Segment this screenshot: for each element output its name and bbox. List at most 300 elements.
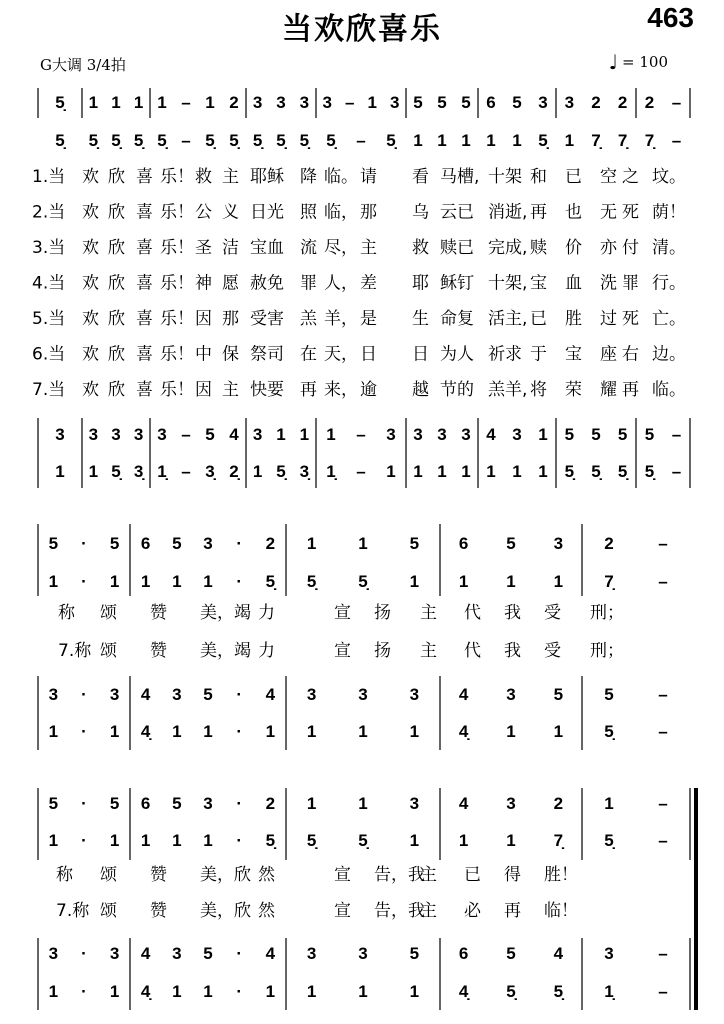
note-s: 2: [644, 93, 655, 112]
lyric-syllable: 公: [195, 202, 212, 223]
note-s: 5: [109, 534, 120, 553]
note-a: 4: [229, 425, 239, 444]
note-b: 1: [386, 462, 396, 481]
note-a: –: [658, 944, 668, 963]
lyric-syllable: 羔: [300, 309, 317, 329]
lyric-syllable: 临。: [652, 380, 686, 400]
lyric-syllable: 差: [360, 273, 377, 294]
lyric-syllable: 乐！: [160, 238, 194, 258]
note-b: 4̣: [140, 722, 151, 741]
lyric-syllable: 乐！: [160, 309, 194, 329]
lyric-syllable: 颂: [100, 901, 117, 921]
note-b: 1: [265, 982, 276, 1001]
note-a: 4: [486, 425, 496, 444]
note-b: 1: [437, 462, 447, 481]
note-b: 5̣: [644, 462, 655, 481]
lyric-syllable: 命复: [440, 309, 474, 329]
note-b: 1: [203, 982, 213, 1001]
note-t: 5̣: [604, 831, 614, 850]
note-t: –: [181, 131, 191, 150]
lyric-syllable: 主: [420, 641, 437, 661]
note-b: –: [658, 722, 668, 741]
lyric-syllable: 喜: [136, 273, 153, 294]
lyric-syllable: 清。: [652, 238, 686, 258]
lyric-syllable: 将: [530, 380, 547, 400]
note-s: 5: [409, 534, 420, 553]
lyric-syllable: 罪: [622, 273, 639, 294]
note-s: –: [658, 794, 668, 813]
note-t: 7̣: [604, 572, 614, 591]
note-a: –: [181, 425, 191, 444]
lyric-syllable: 欢: [82, 309, 99, 329]
lyric-syllable: 欣: [108, 273, 125, 294]
lyric-syllable: 宝: [530, 273, 547, 294]
note-s: 2: [604, 534, 614, 553]
lyric-syllable: 欢: [82, 380, 99, 400]
note-t: 5̣: [299, 131, 310, 150]
lyric-syllable: 已: [530, 309, 547, 329]
lyric-syllable: 美，欣: [200, 865, 251, 885]
lyric-syllable: 称: [58, 603, 75, 623]
note-t: 1: [409, 572, 420, 591]
note-t: 5̣: [358, 572, 368, 591]
lyric-syllable: 降: [300, 167, 317, 187]
lyric-syllable: 喜: [136, 238, 153, 258]
note-b: –: [671, 462, 682, 481]
note-s: 5: [413, 93, 423, 112]
note-s: 3: [203, 534, 213, 553]
note-a: 3: [172, 944, 182, 963]
note-t: 5̣: [133, 131, 144, 150]
note-t: 1: [506, 831, 516, 850]
note-a: 5: [617, 425, 628, 444]
note-t: 1: [458, 831, 469, 850]
note-a: 3: [512, 425, 522, 444]
note-t: 1: [486, 131, 496, 150]
lyric-syllable: 来，: [324, 380, 358, 400]
lyric-syllable: 救: [412, 238, 429, 258]
note-t: 5̣: [157, 131, 167, 150]
lyric-syllable: 主: [360, 238, 377, 258]
lyric-syllable: 乐！: [160, 344, 194, 365]
note-b: –: [181, 462, 191, 481]
lyric-syllable: 羊，: [324, 309, 358, 329]
lyric-syllable: 赎: [530, 238, 547, 258]
note-b: 1: [172, 722, 182, 741]
lyric-syllable: 洗: [600, 273, 617, 294]
note-b: 1: [48, 722, 59, 741]
lyric-syllable: 消逝,: [488, 202, 528, 223]
lyric-syllable: 过: [600, 309, 617, 329]
note-t: ·: [236, 831, 243, 850]
note-s: 3: [322, 93, 332, 112]
note-s: 2: [265, 794, 276, 813]
lyric-syllable: 荣: [565, 380, 582, 400]
lyric-syllable: 欢: [82, 202, 99, 223]
lyric-syllable: 请: [360, 167, 377, 187]
note-a: 3: [461, 425, 471, 444]
lyric-syllable: 再: [300, 380, 317, 400]
note-t: 1: [172, 831, 182, 850]
note-a: 5: [644, 425, 655, 444]
note-a: 3: [358, 685, 368, 704]
lyric-syllable: 宝: [565, 344, 582, 365]
note-t: 1: [109, 572, 120, 591]
lyric-syllable: 坟。: [652, 167, 686, 187]
lyric-syllable: 稣钉: [440, 273, 474, 294]
note-t: 1: [409, 831, 420, 850]
note-b: 5̣: [604, 722, 614, 741]
lyric-syllable: 必: [464, 901, 481, 921]
note-t: 5̣: [252, 131, 263, 150]
lyric-syllable: 再: [504, 901, 521, 921]
lyric-syllable: 乐！: [160, 167, 194, 187]
note-s: 2: [591, 93, 601, 112]
note-t: 1: [140, 572, 151, 591]
lyric-syllable: 天，: [324, 344, 358, 365]
lyric-syllable: 我: [504, 603, 521, 623]
lyric-syllable: 生: [412, 309, 429, 329]
note-b: 1: [306, 722, 317, 741]
note-b: 1: [252, 462, 263, 481]
note-a: 3: [306, 685, 317, 704]
lyric-syllable: 人，: [324, 273, 358, 294]
note-a: ·: [236, 685, 243, 704]
lyric-syllable: 再: [622, 380, 639, 400]
note-a: 4: [140, 685, 151, 704]
note-s: 1: [604, 794, 614, 813]
note-s: 5: [172, 534, 182, 553]
lyric-syllable: 右: [622, 344, 639, 365]
note-b: –: [658, 982, 668, 1001]
note-s: 6: [486, 93, 496, 112]
note-s: –: [671, 93, 682, 112]
note-a: 5: [604, 685, 614, 704]
note-s: ·: [81, 794, 87, 813]
note-s: 4: [458, 794, 469, 813]
note-s: 1: [157, 93, 167, 112]
note-b: 2̣: [229, 462, 239, 481]
note-s: 3: [409, 794, 420, 813]
lyric-syllable: 也: [565, 202, 582, 223]
note-b: 3̣: [299, 462, 310, 481]
note-t: 1: [506, 572, 516, 591]
lyric-syllable: 美，竭: [200, 603, 251, 623]
lyric-syllable: 得: [504, 865, 521, 885]
lyric-syllable: 美，欣: [200, 901, 251, 921]
note-s: –: [345, 93, 355, 112]
note-s: 5: [506, 534, 516, 553]
lyric-syllable: 4.当: [32, 273, 66, 294]
note-a: ·: [81, 685, 87, 704]
note-t: 1: [203, 831, 213, 850]
lyric-syllable: 宣: [334, 603, 351, 623]
note-a: 3: [252, 425, 263, 444]
note-b: 1: [109, 722, 120, 741]
lyric-syllable: 荫！: [652, 202, 686, 223]
note-t: 1: [564, 131, 575, 150]
note-b: 1: [553, 722, 564, 741]
lyric-syllable: 赞: [150, 603, 167, 623]
note-s: ·: [236, 794, 243, 813]
lyric-syllable: 照: [300, 202, 317, 223]
note-b: 1: [109, 982, 120, 1001]
note-s: 5̣: [55, 93, 65, 112]
note-a: 4: [553, 944, 564, 963]
lyric-syllable: 祭司: [250, 344, 284, 365]
note-b: 1: [358, 982, 368, 1001]
note-s: 1: [205, 93, 215, 112]
note-t: 1: [203, 572, 213, 591]
lyric-syllable: 2.当: [32, 202, 66, 223]
note-t: 5̣: [358, 831, 368, 850]
note-s: 2: [229, 93, 239, 112]
note-b: ·: [236, 982, 243, 1001]
lyric-syllable: 赦免: [250, 273, 284, 294]
lyric-syllable: 之: [622, 167, 639, 187]
lyric-syllable: 赞: [150, 865, 167, 885]
lyric-syllable: 逾: [360, 380, 377, 400]
lyric-syllable: 云已: [440, 202, 474, 223]
lyric-syllable: 洁: [222, 238, 239, 258]
lyric-syllable: 胜！: [544, 865, 578, 885]
lyric-syllable: 颂: [100, 865, 117, 885]
note-t: 5̣: [306, 572, 317, 591]
lyric-syllable: 愿: [222, 273, 239, 294]
lyric-syllable: 中: [195, 344, 212, 365]
note-s: 3: [506, 794, 516, 813]
note-a: 3: [55, 425, 65, 444]
lyric-syllable: 耶稣: [250, 167, 284, 187]
note-s: –: [658, 534, 668, 553]
lyric-syllable: 颂: [100, 641, 117, 661]
tempo-value: = 100: [622, 53, 668, 71]
note-b: 5̣: [617, 462, 628, 481]
lyric-syllable: 因: [195, 309, 212, 329]
note-b: –: [356, 462, 366, 481]
lyric-syllable: 马槽,: [440, 167, 480, 187]
lyric-syllable: 血: [565, 273, 582, 294]
lyric-syllable: 羔羊,: [488, 380, 528, 400]
lyric-syllable: 罪: [300, 273, 317, 294]
note-s: 1: [88, 93, 99, 112]
note-t: ·: [81, 831, 87, 850]
note-s: 5: [109, 794, 120, 813]
note-a: 5: [203, 944, 213, 963]
lyric-syllable: 欢: [82, 167, 99, 187]
note-b: 1: [306, 982, 317, 1001]
lyric-syllable: 圣: [195, 238, 212, 258]
note-b: 3̣: [133, 462, 144, 481]
note-a: 6: [458, 944, 469, 963]
lyric-syllable: 无: [600, 202, 617, 223]
note-b: 1: [506, 722, 516, 741]
lyric-syllable: 那: [360, 202, 377, 223]
hymn-title: 当欢欣喜乐: [282, 12, 442, 47]
note-s: 1: [367, 93, 377, 112]
lyric-syllable: 临！: [544, 901, 578, 921]
note-a: 5: [553, 685, 564, 704]
lyric-syllable: 义: [222, 202, 239, 223]
lyric-syllable: 活主,: [488, 309, 528, 329]
note-t: 5̣: [276, 131, 286, 150]
note-b: 5̣: [506, 982, 516, 1001]
lyric-syllable: 然: [258, 865, 275, 885]
lyric-syllable: 扬: [374, 641, 391, 661]
lyric-syllable: 亦: [600, 238, 617, 258]
lyric-syllable: 欣: [108, 167, 125, 187]
lyric-syllable: 临，: [324, 202, 358, 223]
lyric-syllable: 行。: [652, 273, 686, 294]
note-t: 1: [458, 572, 469, 591]
lyric-syllable: 7.称: [58, 641, 92, 661]
note-t: 1: [48, 831, 59, 850]
lyric-syllable: 受害: [250, 309, 284, 329]
note-s: 1: [306, 534, 317, 553]
lyric-syllable: 是: [360, 309, 377, 329]
note-b: 1̣: [157, 462, 167, 481]
lyric-syllable: 颂: [100, 603, 117, 623]
note-b: 5̣: [553, 982, 564, 1001]
lyric-syllable: 喜: [136, 202, 153, 223]
note-a: 3: [111, 425, 121, 444]
note-b: 3̣: [205, 462, 215, 481]
lyric-syllable: 为人: [440, 344, 474, 365]
lyric-syllable: 告，我: [374, 901, 425, 921]
lyric-syllable: 宣: [334, 901, 351, 921]
lyric-syllable: 那: [222, 309, 239, 329]
note-s: 1: [358, 794, 368, 813]
lyric-syllable: 边。: [652, 344, 686, 365]
note-a: –: [658, 685, 668, 704]
lyric-syllable: 乌: [412, 202, 429, 223]
note-t: ·: [236, 572, 243, 591]
lyric-syllable: 快要: [250, 380, 284, 400]
lyric-syllable: 神: [195, 273, 212, 294]
lyric-syllable: 主: [420, 603, 437, 623]
note-a: 3: [358, 944, 368, 963]
note-s: 1: [111, 93, 121, 112]
note-t: –: [658, 572, 668, 591]
note-a: 4: [458, 685, 469, 704]
note-b: 1: [48, 982, 59, 1001]
note-t: –: [658, 831, 668, 850]
note-t: 5̣: [326, 131, 336, 150]
lyric-syllable: 力: [258, 603, 275, 623]
note-b: 1: [486, 462, 496, 481]
note-a: –: [356, 425, 366, 444]
lyric-syllable: 喜: [136, 167, 153, 187]
note-t: 5̣: [265, 572, 276, 591]
lyric-syllable: 欣: [108, 309, 125, 329]
lyric-syllable: 欣: [108, 202, 125, 223]
note-t: 1: [553, 572, 564, 591]
lyric-syllable: 然: [258, 901, 275, 921]
lyric-syllable: 称: [56, 865, 73, 885]
note-s: 5: [172, 794, 182, 813]
lyric-syllable: 赞: [150, 901, 167, 921]
note-s: 5: [48, 794, 59, 813]
lyric-syllable: 代: [464, 641, 481, 661]
note-b: ·: [81, 722, 87, 741]
note-t: 5̣: [88, 131, 99, 150]
lyric-syllable: 宣: [334, 641, 351, 661]
note-t: 5̣: [55, 131, 65, 150]
note-a: 1: [538, 425, 548, 444]
lyric-syllable: 美，竭: [200, 641, 251, 661]
lyric-syllable: 6.当: [32, 344, 66, 365]
lyric-syllable: 耶: [412, 273, 429, 294]
note-s: 3: [553, 534, 564, 553]
note-a: 1: [299, 425, 310, 444]
lyric-syllable: 刑；: [590, 603, 624, 623]
note-s: 2: [617, 93, 628, 112]
lyric-syllable: 1.当: [32, 167, 66, 187]
note-a: ·: [236, 944, 243, 963]
note-s: 3: [299, 93, 310, 112]
note-b: 1: [538, 462, 548, 481]
note-s: 3: [538, 93, 548, 112]
note-a: 3: [109, 685, 120, 704]
lyric-syllable: 欣: [108, 344, 125, 365]
note-b: 5̣: [111, 462, 121, 481]
note-a: 4: [265, 685, 276, 704]
lyric-syllable: 力: [258, 641, 275, 661]
note-s: 1: [358, 534, 368, 553]
note-s: 2: [553, 794, 564, 813]
lyric-syllable: 欣: [108, 380, 125, 400]
note-a: 5: [564, 425, 575, 444]
note-b: 1: [88, 462, 99, 481]
note-t: 5̣: [306, 831, 317, 850]
lyric-syllable: 完成,: [488, 238, 528, 258]
note-a: 3: [306, 944, 317, 963]
note-s: ·: [236, 534, 243, 553]
note-t: 1: [413, 131, 423, 150]
lyric-syllable: 十架,: [488, 273, 528, 294]
note-t: 5̣: [111, 131, 121, 150]
hymn-number: 463: [647, 2, 694, 33]
note-t: ·: [81, 572, 87, 591]
lyric-syllable: 宣: [334, 865, 351, 885]
note-b: 5̣: [276, 462, 286, 481]
lyric-syllable: 5.当: [32, 309, 66, 329]
lyric-syllable: 欢: [82, 273, 99, 294]
note-a: 3: [604, 944, 614, 963]
note-a: 5: [591, 425, 601, 444]
note-t: –: [356, 131, 366, 150]
note-a: 3: [109, 944, 120, 963]
lyric-syllable: 日: [360, 344, 377, 365]
lyric-syllable: 主: [222, 167, 239, 187]
note-t: 1: [48, 572, 59, 591]
lyric-syllable: 7.称: [56, 901, 90, 921]
lyric-syllable: 救: [195, 167, 212, 187]
note-s: 3: [203, 794, 213, 813]
lyric-syllable: 于: [530, 344, 547, 365]
note-a: 3: [88, 425, 99, 444]
lyric-syllable: 我: [504, 641, 521, 661]
note-a: 4: [265, 944, 276, 963]
lyric-syllable: 7.当: [32, 380, 66, 400]
lyric-syllable: 空: [600, 167, 617, 187]
note-t: 5̣: [229, 131, 239, 150]
lyric-syllable: 节的: [440, 380, 474, 400]
note-s: 1: [133, 93, 144, 112]
note-b: 4̣: [140, 982, 151, 1001]
note-b: 1: [172, 982, 182, 1001]
note-a: 3: [413, 425, 423, 444]
